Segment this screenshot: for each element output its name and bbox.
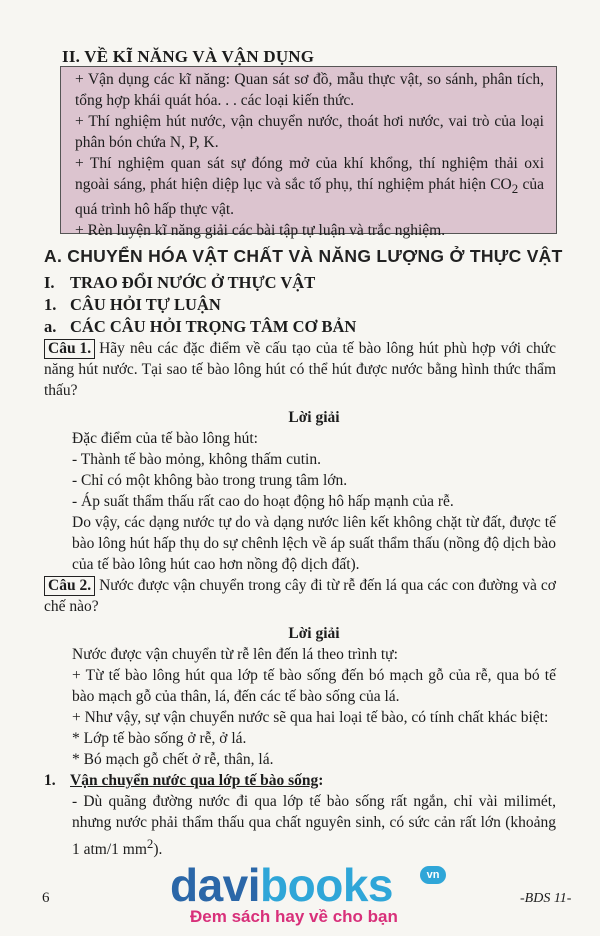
skills-item: + Thí nghiệm hút nước, vận chuyển nước, thoát hơi nước, vai trò của loại phân bón chứa N, P, K. (75, 113, 544, 151)
skills-item: + Rèn luyện kĩ năng giải các bài tập tự luận và trắc nghiệm. (75, 222, 446, 240)
subsection-text (44, 791, 556, 860)
question-text: Hãy nêu các đặc điểm về cấu tạo của tế bào lông hút phù hợp với chức năng hút nước. Tại sao tế bào lông hút có thể hút được nước bằng hình thức thẩm thấu? (44, 340, 556, 399)
question-text: Nước được vận chuyển trong cây đi từ rễ đến lá qua các con đường và cơ chế nào? (44, 577, 556, 615)
brand-logo (170, 860, 393, 910)
subsection-title: Vận chuyển nước qua lớp tế bào sống (70, 772, 319, 789)
solution-point: + Từ tế bào lông hút qua lớp tế bào sống đến bó mạch gỗ của rễ, qua bó tế bào mạch gỗ của thân, lá, đến các tế bào sống của lá. (72, 667, 556, 705)
heading-text: TRAO ĐỔI NƯỚC Ở THỰC VẬT (70, 273, 316, 292)
question-2 (44, 575, 556, 617)
heading-a-sub (44, 316, 356, 337)
solution-point: - Áp suất thẩm thấu rất cao do hoạt động hô hấp mạnh của rễ. (72, 493, 454, 510)
question-1 (44, 338, 556, 401)
page-number: 6 (42, 890, 50, 906)
brand-logo-left: davi (170, 859, 261, 911)
question-label: Câu 1. (44, 339, 95, 359)
skills-box (60, 66, 557, 240)
brand-tagline: Đem sách hay về cho bạn (190, 907, 398, 926)
skills-item-tail: của quá trình hô hấp thực vật. (75, 176, 544, 219)
solution-intro: Nước được vận chuyển từ rễ lên đến lá theo trình tự: (72, 646, 398, 663)
main-content (44, 338, 556, 860)
subsection-num: 1. (44, 772, 56, 789)
heading-i (44, 272, 315, 293)
heading-a: A. CHUYỂN HÓA VẬT CHẤT VÀ NĂNG LƯỢNG Ở THỰC VẬT (44, 246, 563, 266)
unit-superscript: 2 (146, 836, 154, 851)
heading-text: CÁC CÂU HỎI TRỌNG TÂM CƠ BẢN (70, 317, 357, 336)
solution-title: Lời giải (288, 409, 340, 426)
heading-text: CÂU HỎI TỰ LUẬN (70, 295, 221, 314)
solution-bullet: * Lớp tế bào sống ở rễ, ở lá. (72, 730, 247, 747)
skills-item-text: + Thí nghiệm quan sát sự đóng mở của khí khổng, thí nghiệm thải oxi ngoài sáng, phát hiện diệp lục và sắc tố phụ, thí nghiệm phát hiện CO (75, 155, 544, 193)
heading-num: 1. (44, 295, 57, 314)
skills-item: + Vận dụng các kĩ năng: Quan sát sơ đồ, mẫu thực vật, so sánh, phân tích, tổng hợp khái quát hóa. . . các loại kiến thức. (75, 71, 544, 109)
heading-1 (44, 294, 221, 315)
question-label: Câu 2. (44, 576, 95, 596)
solution-intro: Đặc điểm của tế bào lông hút: (72, 430, 258, 447)
solution-conclusion: Do vậy, các dạng nước tự do và dạng nước liên kết không chặt từ đất, được tế bào lông hút hấp thụ do sự chênh lệch về áp suất thẩm thấu (nồng độ dịch bào của tế bào lông hút cao hơn nồng độ dịch đất). (72, 514, 556, 573)
skills-item (75, 153, 544, 220)
section-title: II. VỀ KĨ NĂNG VÀ VẬN DỤNG (62, 47, 315, 66)
solution-bullet: * Bó mạch gỗ chết ở rễ, thân, lá. (72, 751, 274, 768)
page-code: -BDS 11- (520, 891, 572, 906)
subsection-body: - Dù quãng đường nước đi qua lớp tế bào sống rất ngắn, chỉ vài milimét, nhưng nước phải thẩm thấu qua chất nguyên sinh, có sức cản rất lớn (khoảng 1 atm/1 mm (72, 793, 556, 859)
solution-point: - Thành tế bào mỏng, không thấm cutin. (72, 451, 321, 468)
solution-point: - Chỉ có một không bào trong trung tâm lớn. (72, 472, 348, 489)
brand-badge: vn (420, 866, 446, 884)
heading-num: I. (44, 273, 55, 292)
subsection-tail: ). (153, 841, 163, 859)
co2-subscript: 2 (511, 181, 519, 197)
subsection-heading (44, 770, 556, 791)
heading-num: a. (44, 317, 57, 336)
solution-title: Lời giải (288, 625, 340, 642)
brand-logo-right: books (260, 859, 394, 911)
subsection-colon: : (318, 772, 324, 789)
solution-point: + Như vậy, sự vận chuyển nước sẽ qua hai loại tế bào, có tính chất khác biệt: (72, 709, 549, 726)
